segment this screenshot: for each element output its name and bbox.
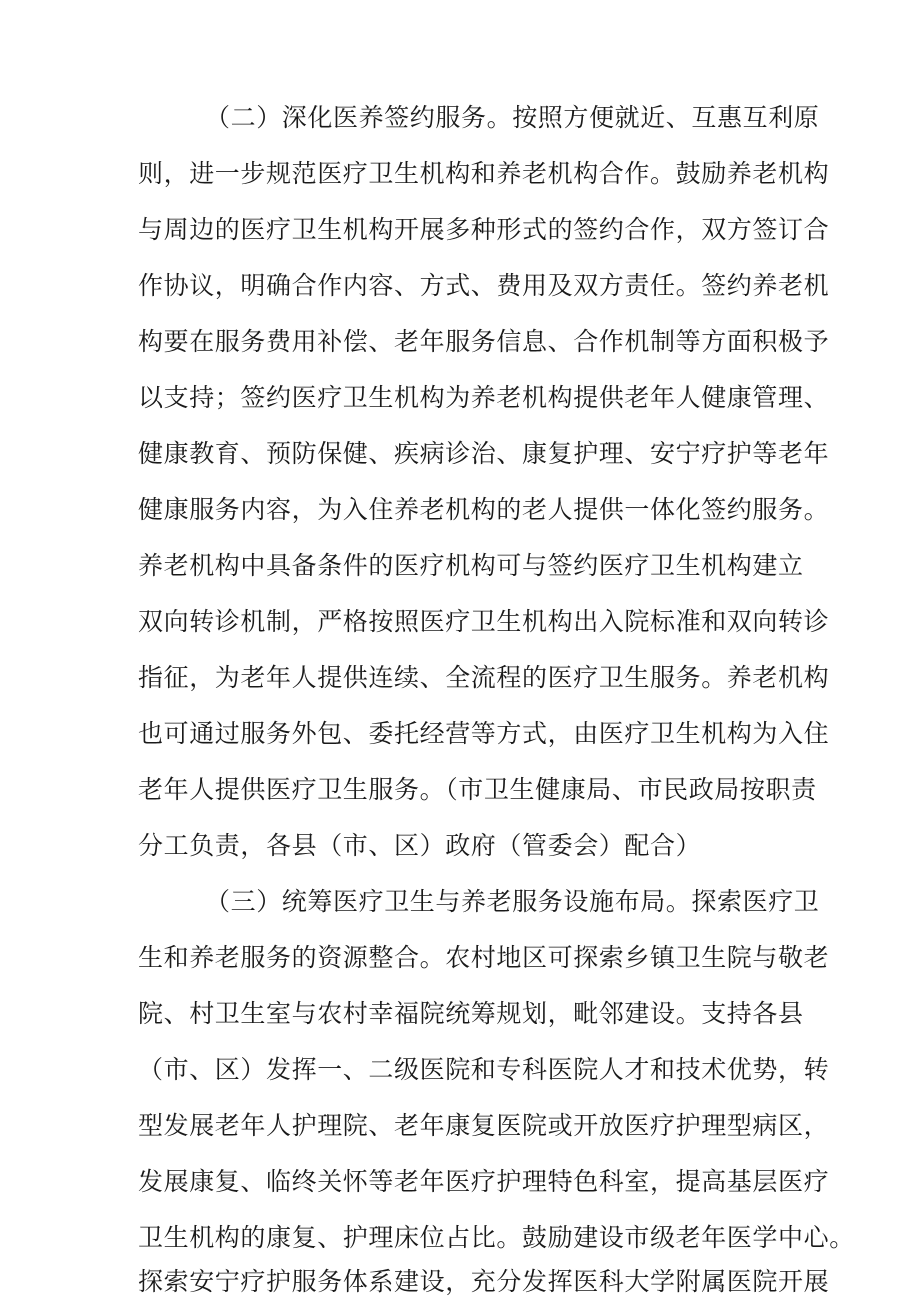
paragraph-3-line-5: 型发展老年人护理院、老年康复医院或开放医疗护理型病区， [138,1111,830,1140]
paragraph-2-line-5: 构要在服务费用补偿、老年服务信息、合作机制等方面积极予 [138,327,830,356]
paragraph-3-line-6: 发展康复、临终关怀等老年医疗护理特色科室，提高基层医疗 [138,1167,830,1196]
paragraph-3-line-8: 探索安宁疗护服务体系建设，充分发挥医科大学附属医院开展 [138,1267,830,1296]
paragraph-2-line-9: 养老机构中具备条件的医疗机构可与签约医疗卫生机构建立 [138,551,804,580]
paragraph-2-line-13: 老年人提供医疗卫生服务。（市卫生健康局、市民政局按职责 [138,775,817,804]
paragraph-2-line-11: 指征，为老年人提供连续、全流程的医疗卫生服务。养老机构 [138,663,830,692]
paragraph-2-line-8: 健康服务内容，为入住养老机构的老人提供一体化签约服务。 [138,495,830,524]
paragraph-3-line-7: 卫生机构的康复、护理床位占比。鼓励建设市级老年医学中心。 [138,1223,855,1252]
paragraph-2-line-6: 以支持；签约医疗卫生机构为养老机构提供老年人健康管理、 [138,383,830,412]
paragraph-3-line-1: （三）统筹医疗卫生与养老服务设施布局。探索医疗卫 [205,887,820,916]
paragraph-2-line-12: 也可通过服务外包、委托经营等方式，由医疗卫生机构为入住 [138,719,830,748]
paragraph-2-line-14: 分工负责，各县（市、区）政府（管委会）配合） [138,831,702,860]
paragraph-3-line-2: 生和养老服务的资源整合。农村地区可探索乡镇卫生院与敬老 [138,943,830,972]
paragraph-3-line-4: （市、区）发挥一、二级医院和专科医院人才和技术优势，转 [138,1055,830,1084]
paragraph-2-line-1: （二）深化医养签约服务。按照方便就近、互惠互利原 [205,103,820,132]
paragraph-2-line-2: 则，进一步规范医疗卫生机构和养老机构合作。鼓励养老机构 [138,159,830,188]
paragraph-3-line-3: 院、村卫生室与农村幸福院统筹规划，毗邻建设。支持各县 [138,999,804,1028]
paragraph-2-line-10: 双向转诊机制，严格按照医疗卫生机构出入院标准和双向转诊 [138,607,830,636]
paragraph-2-line-3: 与周边的医疗卫生机构开展多种形式的签约合作，双方签订合 [138,215,830,244]
paragraph-2-line-7: 健康教育、预防保健、疾病诊治、康复护理、安宁疗护等老年 [138,439,830,468]
paragraph-2-line-4: 作协议，明确合作内容、方式、费用及双方责任。签约养老机 [138,271,830,300]
